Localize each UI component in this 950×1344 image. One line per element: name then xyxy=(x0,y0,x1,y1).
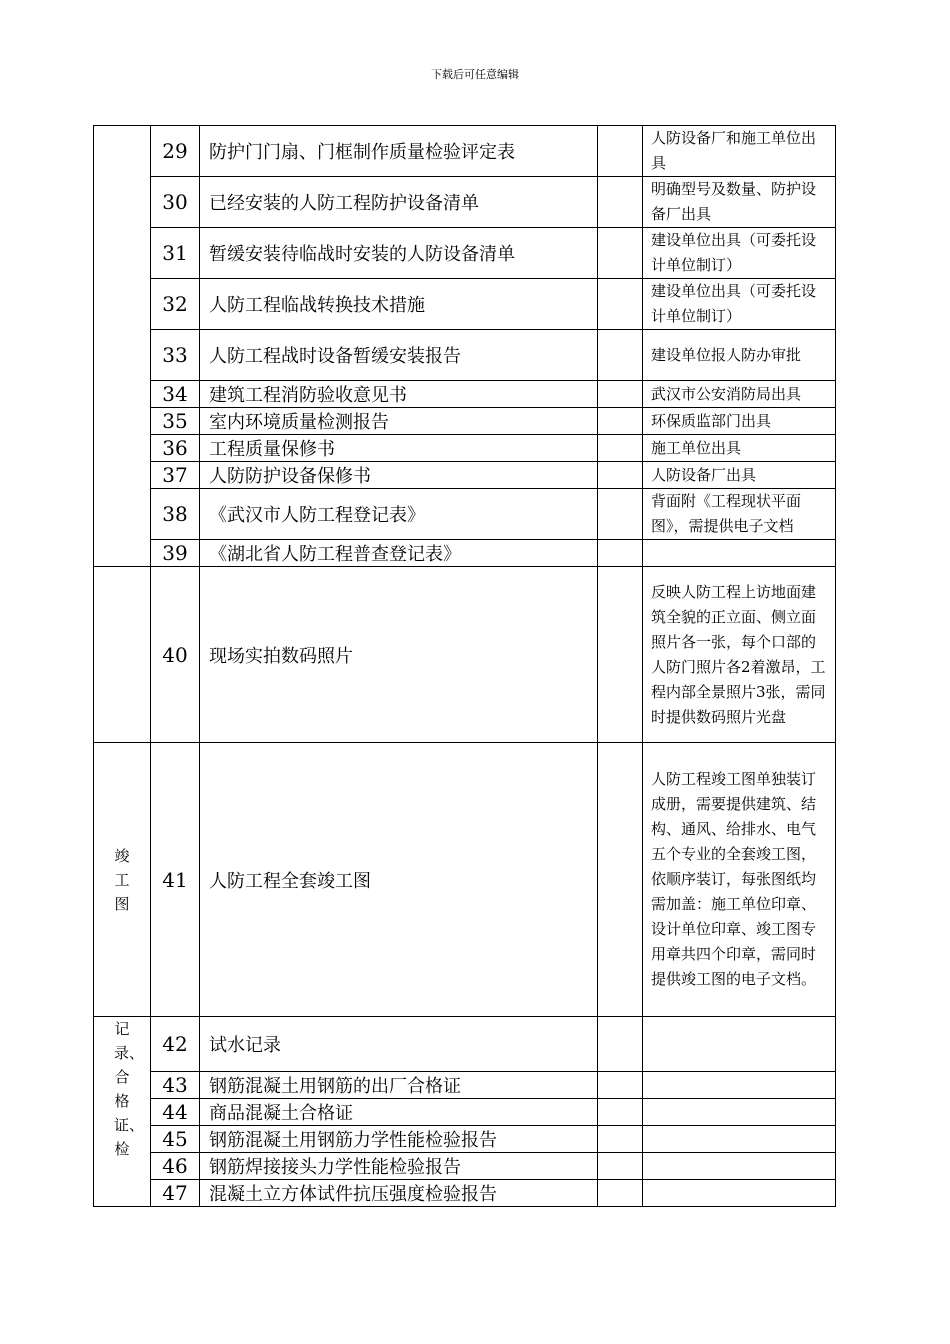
row-number: 40 xyxy=(151,567,200,743)
row-name: 《武汉市人防工程登记表》 xyxy=(200,489,598,540)
row-number: 46 xyxy=(151,1153,200,1180)
row-name: 钢筋焊接接头力学性能检验报告 xyxy=(200,1153,598,1180)
row-number: 32 xyxy=(151,279,200,330)
row-name: 人防防护设备保修书 xyxy=(200,462,598,489)
row-note: 人防工程竣工图单独装订成册，需要提供建筑、结构、通风、给排水、电气五个专业的全套竣工图，依顺序装订，每张图纸均需加盖：施工单位印章、设计单位印章、竣工图专用章共四个印章，需同时提供竣工图的电子文档。 xyxy=(643,743,836,1017)
row-name: 人防工程战时设备暂缓安装报告 xyxy=(200,330,598,381)
row-number: 30 xyxy=(151,177,200,228)
blank-cell xyxy=(598,177,643,228)
table-row xyxy=(94,1153,836,1180)
row-name: 人防工程临战转换技术措施 xyxy=(200,279,598,330)
row-name: 商品混凝土合格证 xyxy=(200,1099,598,1126)
table-row xyxy=(94,1126,836,1153)
table-row xyxy=(94,177,836,228)
row-number: 29 xyxy=(151,126,200,177)
row-note xyxy=(643,1153,836,1180)
row-name: 试水记录 xyxy=(200,1017,598,1072)
row-number: 45 xyxy=(151,1126,200,1153)
category-as-built: 竣工图 xyxy=(94,743,151,1017)
row-note xyxy=(643,1126,836,1153)
row-number: 34 xyxy=(151,381,200,408)
blank-cell xyxy=(598,540,643,567)
blank-cell xyxy=(598,1126,643,1153)
blank-cell xyxy=(598,1180,643,1207)
row-name: 《湖北省人防工程普查登记表》 xyxy=(200,540,598,567)
row-number: 33 xyxy=(151,330,200,381)
blank-cell xyxy=(598,408,643,435)
row-name: 人防工程全套竣工图 xyxy=(200,743,598,1017)
row-name: 防护门门扇、门框制作质量检验评定表 xyxy=(200,126,598,177)
category-cell-blank xyxy=(94,126,151,567)
blank-cell xyxy=(598,1153,643,1180)
blank-cell xyxy=(598,462,643,489)
table-row xyxy=(94,279,836,330)
blank-cell xyxy=(598,228,643,279)
row-note: 建设单位报人防办审批 xyxy=(643,330,836,381)
row-number: 35 xyxy=(151,408,200,435)
row-note: 施工单位出具 xyxy=(643,435,836,462)
row-number: 42 xyxy=(151,1017,200,1072)
blank-cell xyxy=(598,126,643,177)
row-note: 明确型号及数量、防护设备厂出具 xyxy=(643,177,836,228)
row-note xyxy=(643,1072,836,1099)
table-row xyxy=(94,1072,836,1099)
category-records: 记录、合格证、检 xyxy=(94,1017,151,1207)
row-note: 环保质监部门出具 xyxy=(643,408,836,435)
table-row xyxy=(94,743,836,1017)
row-number: 38 xyxy=(151,489,200,540)
row-name: 工程质量保修书 xyxy=(200,435,598,462)
row-name: 混凝土立方体试件抗压强度检验报告 xyxy=(200,1180,598,1207)
row-name: 建筑工程消防验收意见书 xyxy=(200,381,598,408)
table-row xyxy=(94,540,836,567)
row-note: 反映人防工程上访地面建筑全貌的正立面、侧立面照片各一张，每个口部的人防门照片各2着激昂，工程内部全景照片3张，需同时提供数码照片光盘 xyxy=(643,567,836,743)
table-row xyxy=(94,1180,836,1207)
table-row xyxy=(94,126,836,177)
row-name: 暂缓安装待临战时安装的人防设备清单 xyxy=(200,228,598,279)
blank-cell xyxy=(598,743,643,1017)
row-note: 建设单位出具（可委托设计单位制订） xyxy=(643,279,836,330)
table-row xyxy=(94,228,836,279)
blank-cell xyxy=(598,435,643,462)
blank-cell xyxy=(598,1017,643,1072)
row-number: 44 xyxy=(151,1099,200,1126)
blank-cell xyxy=(598,330,643,381)
row-name: 室内环境质量检测报告 xyxy=(200,408,598,435)
row-note: 建设单位出具（可委托设计单位制订） xyxy=(643,228,836,279)
row-note: 背面附《工程现状平面图》，需提供电子文档 xyxy=(643,489,836,540)
row-name: 钢筋混凝土用钢筋的出厂合格证 xyxy=(200,1072,598,1099)
blank-cell xyxy=(598,279,643,330)
table-row xyxy=(94,489,836,540)
row-name: 钢筋混凝土用钢筋力学性能检验报告 xyxy=(200,1126,598,1153)
table-row xyxy=(94,381,836,408)
blank-cell xyxy=(598,1099,643,1126)
row-note: 人防设备厂出具 xyxy=(643,462,836,489)
table-row xyxy=(94,462,836,489)
category-cell-blank xyxy=(94,567,151,743)
table-row xyxy=(94,567,836,743)
document-table xyxy=(93,125,836,1207)
table-row xyxy=(94,330,836,381)
table-row xyxy=(94,1099,836,1126)
row-note xyxy=(643,1017,836,1072)
row-number: 43 xyxy=(151,1072,200,1099)
row-note: 人防设备厂和施工单位出具 xyxy=(643,126,836,177)
table-row xyxy=(94,408,836,435)
row-note: 武汉市公安消防局出具 xyxy=(643,381,836,408)
row-note xyxy=(643,1180,836,1207)
blank-cell xyxy=(598,381,643,408)
row-number: 39 xyxy=(151,540,200,567)
table-row xyxy=(94,1017,836,1072)
row-number: 31 xyxy=(151,228,200,279)
row-note xyxy=(643,540,836,567)
blank-cell xyxy=(598,489,643,540)
row-name: 现场实拍数码照片 xyxy=(200,567,598,743)
page-header: 下载后可任意编辑 xyxy=(431,68,519,81)
row-number: 41 xyxy=(151,743,200,1017)
row-note xyxy=(643,1099,836,1126)
blank-cell xyxy=(598,1072,643,1099)
row-number: 47 xyxy=(151,1180,200,1207)
row-name: 已经安装的人防工程防护设备清单 xyxy=(200,177,598,228)
row-number: 36 xyxy=(151,435,200,462)
table-row xyxy=(94,435,836,462)
row-number: 37 xyxy=(151,462,200,489)
blank-cell xyxy=(598,567,643,743)
